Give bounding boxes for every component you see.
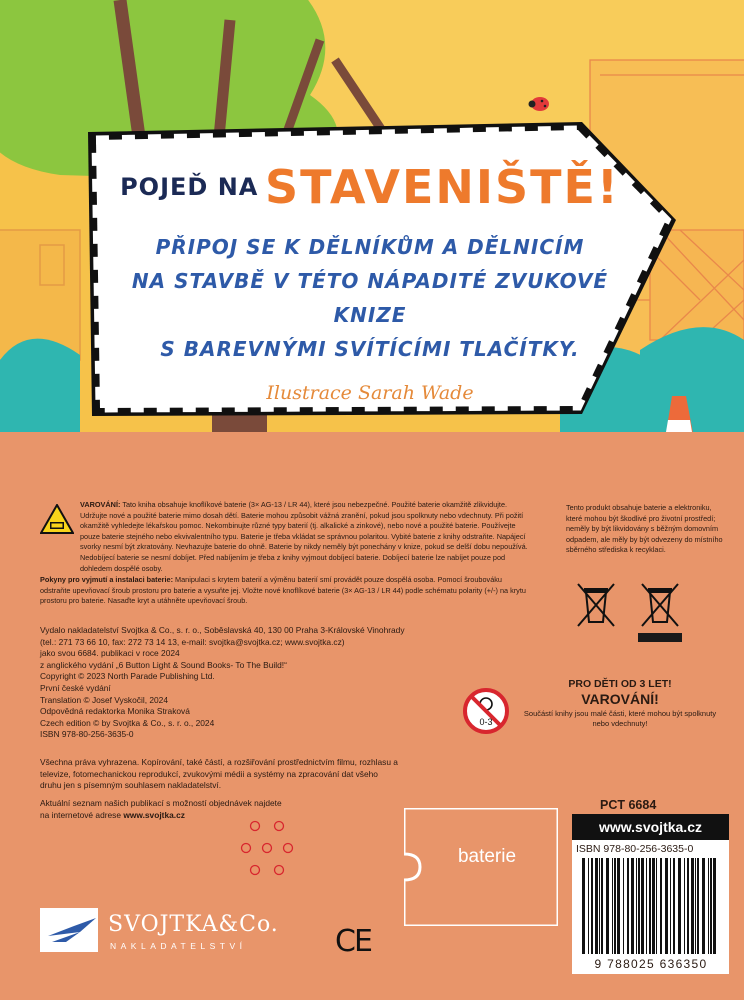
ce-mark: CE bbox=[335, 924, 371, 959]
battery-warning bbox=[80, 500, 530, 574]
isbn-label: ISBN 978-80-256-3635-0 bbox=[576, 843, 694, 855]
barcode-bar bbox=[606, 858, 609, 954]
logo-name: SVOJTKA&Co. bbox=[108, 912, 279, 937]
barcode-bar bbox=[710, 858, 712, 954]
barcode-bar bbox=[656, 858, 657, 954]
barcode-bar bbox=[702, 858, 705, 954]
imprint-line: (tel.: 271 73 66 10, fax: 272 73 14 13, e-mail: svojtka@svojtka.cz; www.svojtka.cz) bbox=[40, 636, 345, 647]
headline-small: POJEĎ NA bbox=[120, 173, 259, 201]
barcode-bar bbox=[684, 858, 685, 954]
barcode-bar bbox=[708, 858, 709, 954]
barcode-digits: 9 788025 636350 bbox=[594, 957, 708, 971]
barcode-bar bbox=[660, 858, 662, 954]
illustrator-credit: Ilustrace Sarah Wade bbox=[266, 382, 474, 404]
barcode-bar bbox=[665, 858, 668, 954]
crossed-bin-battery-icon bbox=[640, 580, 680, 628]
headline bbox=[110, 160, 630, 214]
barcode-bar bbox=[652, 858, 655, 954]
barcode-bar bbox=[612, 858, 613, 954]
speaker-holes-icon bbox=[232, 818, 302, 888]
tagline-line: PŘIPOJ SE K DĚLNÍKŮM A DĚLNICÍM bbox=[155, 235, 585, 259]
barcode-bar bbox=[649, 858, 651, 954]
age-warn: VAROVÁNÍ! bbox=[581, 691, 659, 707]
logo-sub: NAKLADATELSTVÍ bbox=[110, 941, 247, 951]
tagline-line: NA STAVBĚ V TÉTO NÁPADITÉ ZVUKOVÉ KNIZE bbox=[131, 269, 609, 327]
barcode-bar bbox=[623, 858, 624, 954]
barcode-bar bbox=[687, 858, 689, 954]
barcode-bar bbox=[636, 858, 637, 954]
publisher-logo-icon bbox=[40, 908, 104, 952]
barcode-bar bbox=[631, 858, 634, 954]
barcode-graphic bbox=[580, 858, 721, 956]
catalog-line-prefix: na internetové adrese bbox=[40, 809, 122, 820]
product-code: PCT 6684 bbox=[600, 798, 657, 812]
barcode-bar bbox=[599, 858, 600, 954]
barcode-bar bbox=[695, 858, 696, 954]
battery-label: baterie bbox=[457, 846, 517, 867]
barcode-url: www.svojtka.cz bbox=[572, 814, 729, 840]
tagline-line: S BAREVNÝMI SVÍTÍCÍMI TLAČÍTKY. bbox=[160, 337, 580, 361]
catalog-url[interactable]: www.svojtka.cz bbox=[123, 809, 185, 820]
age-warning bbox=[520, 678, 720, 729]
imprint-line: jako svou 6684. publikaci v roce 2024 bbox=[40, 648, 180, 659]
age-title: PRO DĚTI OD 3 LET! bbox=[568, 678, 672, 690]
barcode-panel bbox=[572, 814, 729, 974]
barcode-bar bbox=[673, 858, 675, 954]
imprint-line: Copyright © 2023 North Parade Publishing Ltd. bbox=[40, 671, 215, 682]
barcode-bar bbox=[697, 858, 699, 954]
imprint-line: Translation © Josef Vyskočil, 2024 bbox=[40, 694, 168, 705]
catalog-note bbox=[40, 798, 400, 821]
disposal-notice: Tento produkt obsahuje baterie a elektroniku, které mohou být škodlivé pro životní prostředí; neměly by být likvidovány s běžným domovním odpadem, ale měly by být odvezeny do místního sběrného střediska k recyklaci. bbox=[566, 503, 723, 554]
barcode-bar bbox=[591, 858, 593, 954]
barcode-bar bbox=[713, 858, 716, 954]
tagline bbox=[110, 230, 630, 366]
catalog-line: Aktuální seznam našich publikací s možností objednávek najdete bbox=[40, 798, 282, 808]
imprint-line: Vydalo nakladatelství Svojtka & Co., s. r. o., Soběslavská 40, 130 00 Praha 3-Královské Vinohrady bbox=[40, 625, 405, 635]
barcode-bar bbox=[601, 858, 603, 954]
imprint-line: Odpovědná redaktorka Monika Straková bbox=[40, 706, 190, 717]
warning-triangle-icon bbox=[40, 504, 74, 534]
barcode-bar bbox=[595, 858, 598, 954]
age-restriction-icon bbox=[463, 688, 509, 734]
imprint-line: z anglického vydání „6 Button Light & Sound Books- To The Build!“ bbox=[40, 659, 287, 670]
imprint-line: Czech edition © by Svojtka & Co., s. r. o., 2024 bbox=[40, 717, 215, 728]
barcode-bar bbox=[646, 858, 647, 954]
barcode-bar bbox=[588, 858, 589, 954]
signpost-text bbox=[110, 160, 630, 404]
instructions-text: Manipulaci s krytem baterií a výměnu baterií smí provádět pouze dospělá osoba. Pomocí šroubováku odstraňte upevňovací šroub prostoru pro baterie a vysuňte jej. Vložte nové knoflíkové baterie (3× AG-13 / LR 44) podle schématu polarity (+/-) na krytu prostoru pro baterie. Nasaďte kryt a utáhněte upevňovací šroub. bbox=[40, 575, 526, 606]
bin-underline-bar bbox=[638, 633, 682, 642]
battery-instructions bbox=[40, 575, 530, 607]
crossed-bin-icon bbox=[576, 580, 616, 628]
barcode-bar bbox=[638, 858, 640, 954]
barcode-bar bbox=[582, 858, 585, 954]
warning-text: Tato kniha obsahuje knoflíkové baterie (3× AG-13 / LR 44), které jsou nebezpečné. Použité baterie okamžitě zlikvidujte. Udržujte nové a použité baterie mimo dosah dětí. Baterie mohou způsobit vážná zranění, pokud jsou spolknuty nebo vdechnuty. Při požití okamžitě vyhledejte lékařskou pomoc. Nekombinujte různé typy baterií (tj. alkalické a zinkové), nebo nové a použité baterie. Používejte pouze baterie stejného nebo ekvivalentního typu. Baterie je třeba vkládat se správnou polaritou. Vybité baterie z knihy odstraňte. Napájecí svorky nesmí být zkratovány. Nevhazujte baterie do ohně. Baterie by nikdy neměly být ponechány v knize, pokud se delší dobu nepoužívá. Nedobíjecí baterie se nesmí dobíjet. Před nabíjením je třeba z knihy vyjmout dobíjecí baterie. Dobíjecí baterie lze nabíjet pouze pod dohledem dospělé osoby. bbox=[80, 500, 528, 573]
barcode-bar bbox=[670, 858, 671, 954]
publisher-imprint bbox=[40, 625, 460, 741]
age-body: Součástí knihy jsou malé části, které mohou být spolknuty nebo vdechnuty! bbox=[523, 709, 717, 728]
rights-reserved: Všechna práva vyhrazena. Kopírování, také částí, a rozšiřování prostřednictvím filmu, rozhlasu a televize, fotomechanickou reprodukcí, zvukovými médii a systémy na zpracování dat všeho druhu jen s písemným souhlasem nakladatelství. bbox=[40, 757, 398, 791]
headline-big: STAVENIŠTĚ! bbox=[264, 160, 620, 214]
imprint-line: ISBN 978-80-256-3635-0 bbox=[40, 729, 134, 740]
barcode-bar bbox=[614, 858, 616, 954]
barcode-bar bbox=[678, 858, 681, 954]
imprint-line: První české vydání bbox=[40, 682, 111, 693]
barcode-bar bbox=[641, 858, 644, 954]
age-icon-label: 0-3 bbox=[479, 717, 493, 727]
barcode-bar bbox=[691, 858, 694, 954]
instructions-label: Pokyny pro vyjmutí a instalaci baterie: bbox=[40, 575, 174, 584]
barcode-bar bbox=[627, 858, 629, 954]
barcode-bar bbox=[617, 858, 620, 954]
warning-label: VAROVÁNÍ: bbox=[80, 500, 121, 509]
